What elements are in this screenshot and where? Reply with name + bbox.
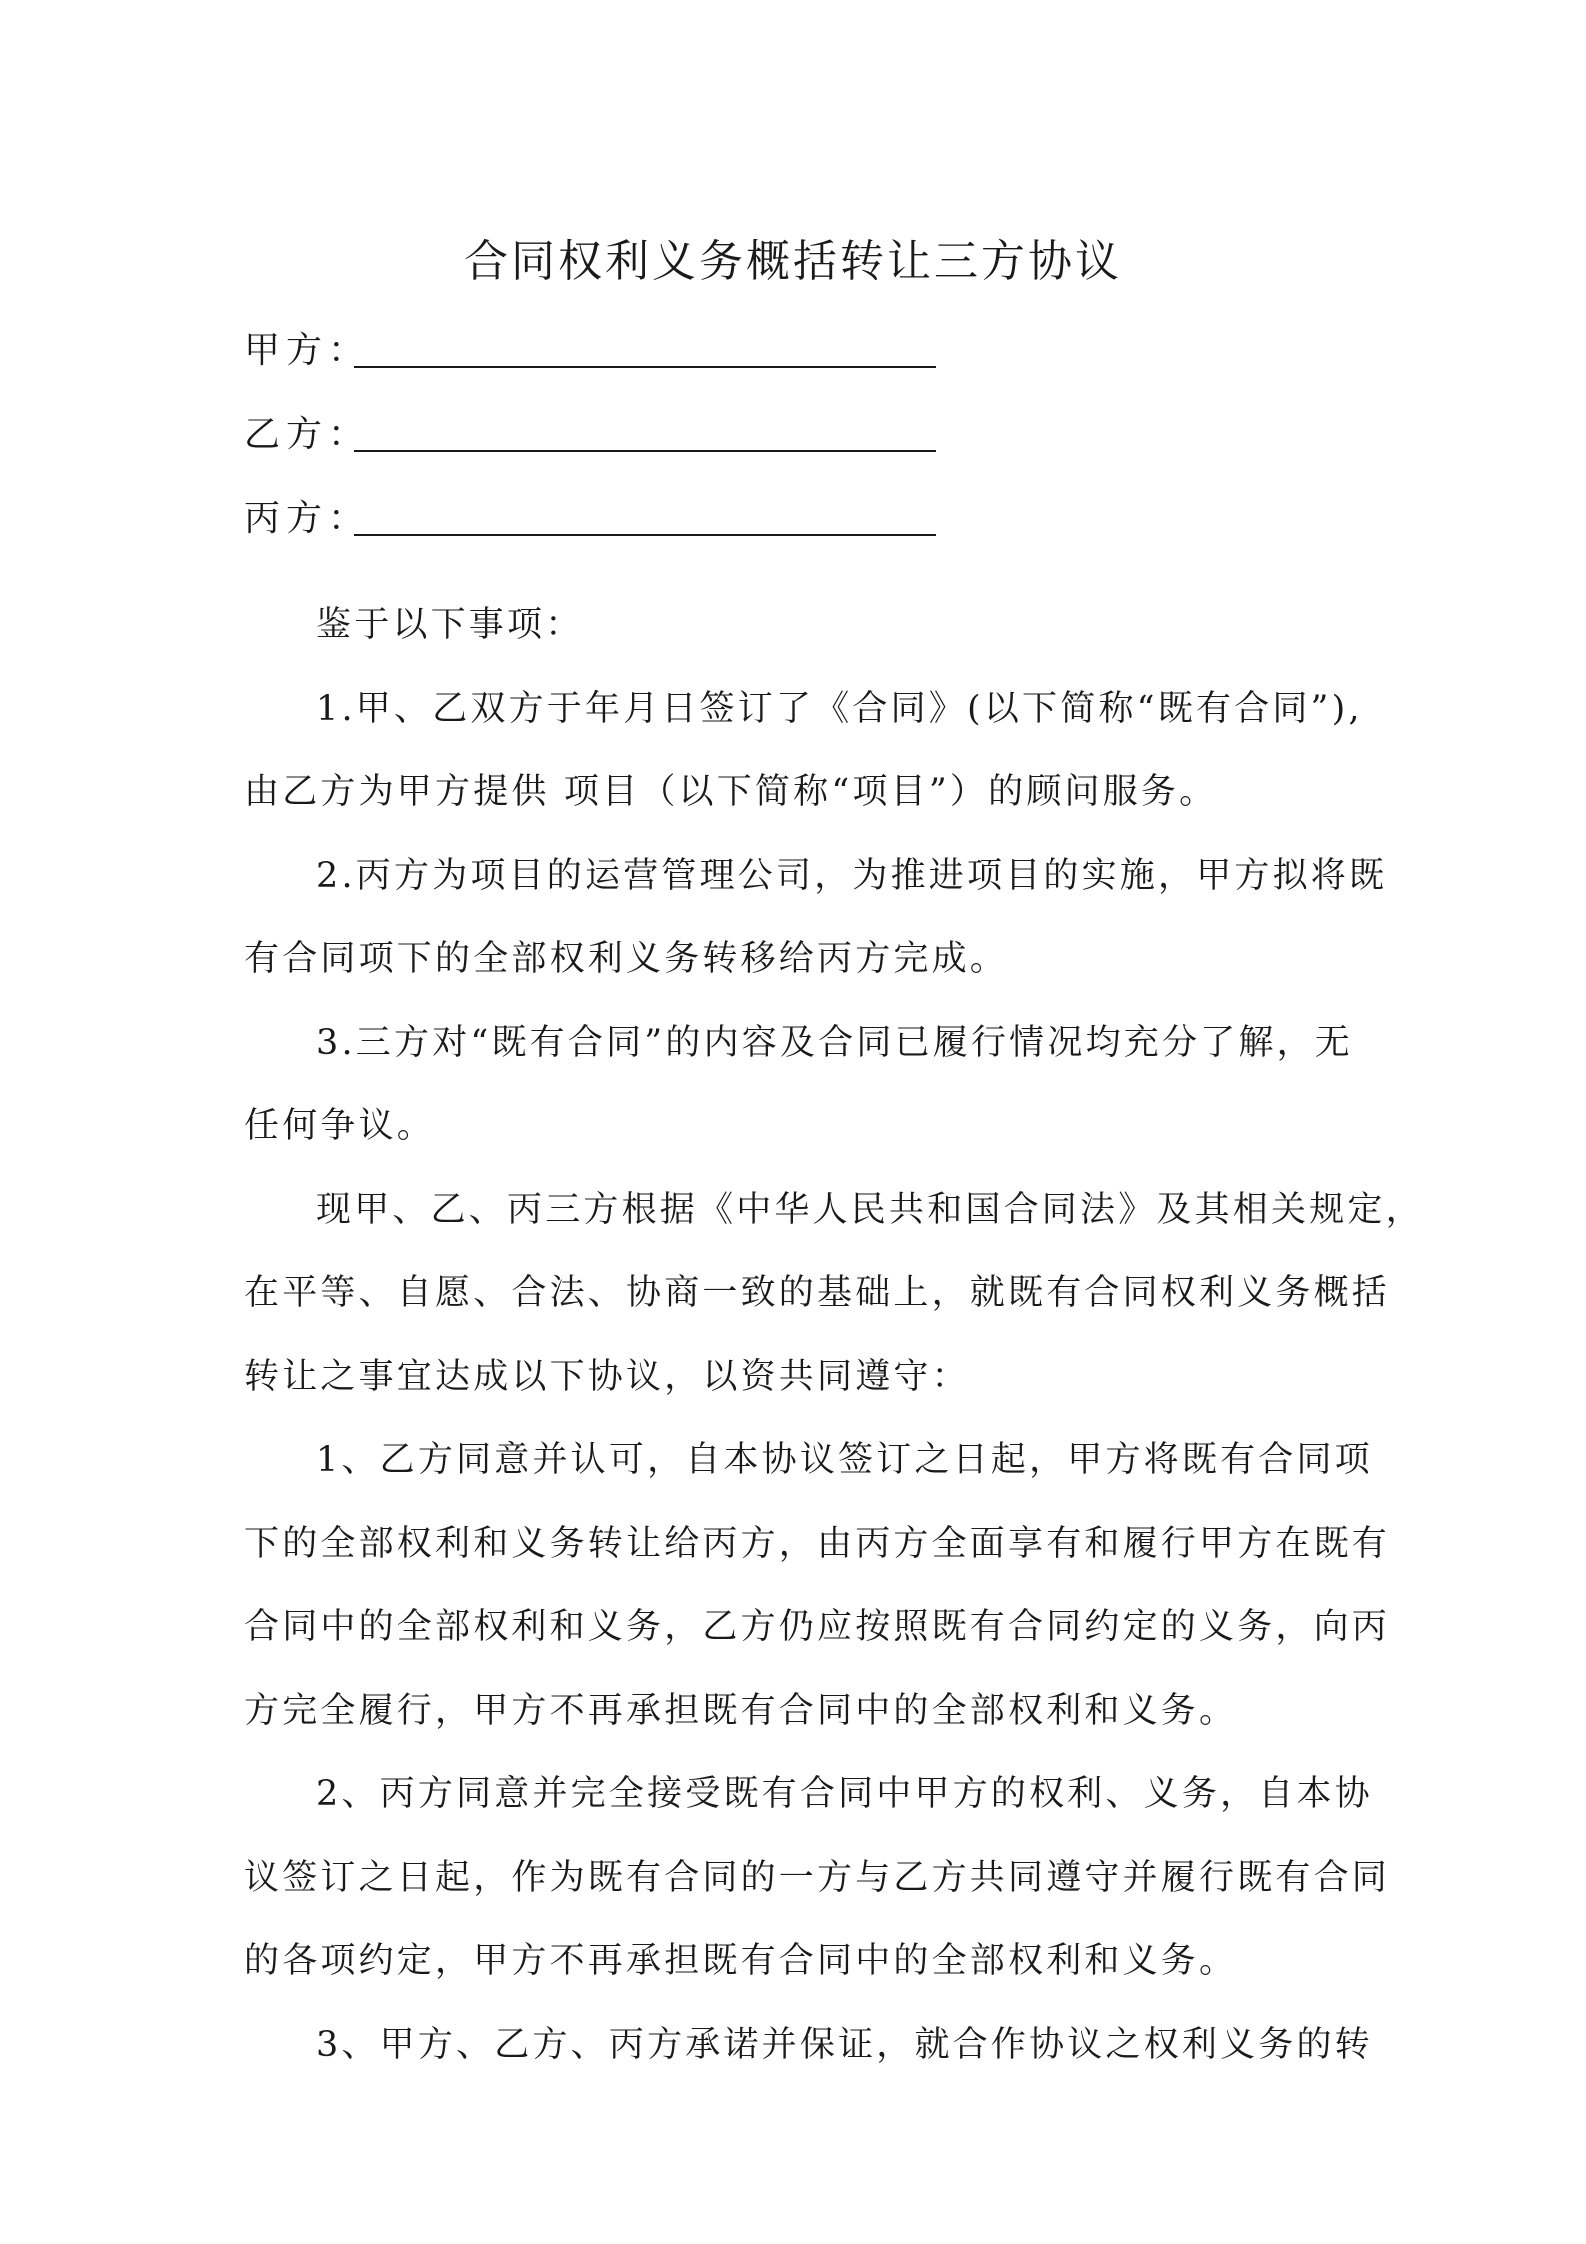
paragraph-line: 3、甲方、乙方、丙方承诺并保证，就合作协议之权利义务的转	[316, 2024, 1373, 2065]
body-paragraph	[244, 1169, 1424, 1420]
paragraph-line: 2.丙方为项目的运营管理公司，为推进项目的实施，甲方拟将既	[316, 855, 1388, 896]
paragraph-line: 任何争议。	[244, 1106, 436, 1146]
party-a-row	[244, 316, 936, 376]
paragraph-line: 方完全履行，甲方不再承担既有合同中的全部权利和义务。	[244, 1690, 1238, 1731]
paragraph-line: 有合同项下的全部权利义务转移给丙方完成。	[244, 939, 1009, 979]
body-paragraph	[244, 1753, 1391, 2004]
document-body	[244, 584, 1424, 2087]
party-a-label: 甲方：	[244, 330, 371, 371]
paragraph-line: 转让之事宜达成以下协议，以资共同遵守：	[244, 1356, 970, 1397]
party-c-row	[244, 484, 936, 544]
paragraph-line: 1.甲、乙双方于年月日签订了《合同》(以下简称“既有合同”),	[316, 688, 1363, 729]
body-paragraph	[244, 1002, 1353, 1169]
paragraph-line: 议签订之日起，作为既有合同的一方与乙方共同遵守并履行既有合同	[244, 1857, 1391, 1898]
party-a-blank-line	[354, 326, 936, 368]
paragraph-line: 3.三方对“既有合同”的内容及合同已履行情况均充分了解，无	[316, 1022, 1353, 1063]
party-c-blank-line	[354, 494, 936, 536]
paragraph-line: 合同中的全部权利和义务，乙方仍应按照既有合同约定的义务，向丙	[244, 1607, 1391, 1647]
paragraph-line: 2、丙方同意并完全接受既有合同中甲方的权利、义务，自本协	[316, 1774, 1373, 1814]
party-b-label: 乙方：	[244, 414, 371, 455]
paragraph-line: 的各项约定，甲方不再承担既有合同中的全部权利和义务。	[244, 1941, 1238, 1981]
party-b-row	[244, 400, 936, 460]
body-paragraph	[244, 2004, 1373, 2088]
paragraph-line: 现甲、乙、丙三方根据《中华人民共和国合同法》及其相关规定，	[316, 1189, 1424, 1230]
paragraph-line: 下的全部权利和义务转让给丙方，由丙方全面享有和履行甲方在既有	[244, 1523, 1391, 1564]
body-paragraph	[244, 835, 1388, 1002]
body-paragraph	[244, 584, 1344, 668]
party-c-label: 丙方：	[244, 498, 371, 539]
paragraph-line: 由乙方为甲方提供 项目（以下简称“项目”）的顾问服务。	[244, 772, 1218, 812]
paragraph-line: 1、乙方同意并认可，自本协议签订之日起，甲方将既有合同项	[316, 1440, 1373, 1480]
paragraph-line: 鉴于以下事项：	[316, 605, 584, 645]
paragraph-line: 在平等、自愿、合法、协商一致的基础上，就既有合同权利义务概括	[244, 1273, 1391, 1313]
body-paragraph	[244, 1419, 1391, 1753]
body-paragraph	[244, 668, 1363, 835]
page-title: 合同权利义务概括转让三方协议	[464, 236, 1122, 287]
party-b-blank-line	[354, 410, 936, 452]
